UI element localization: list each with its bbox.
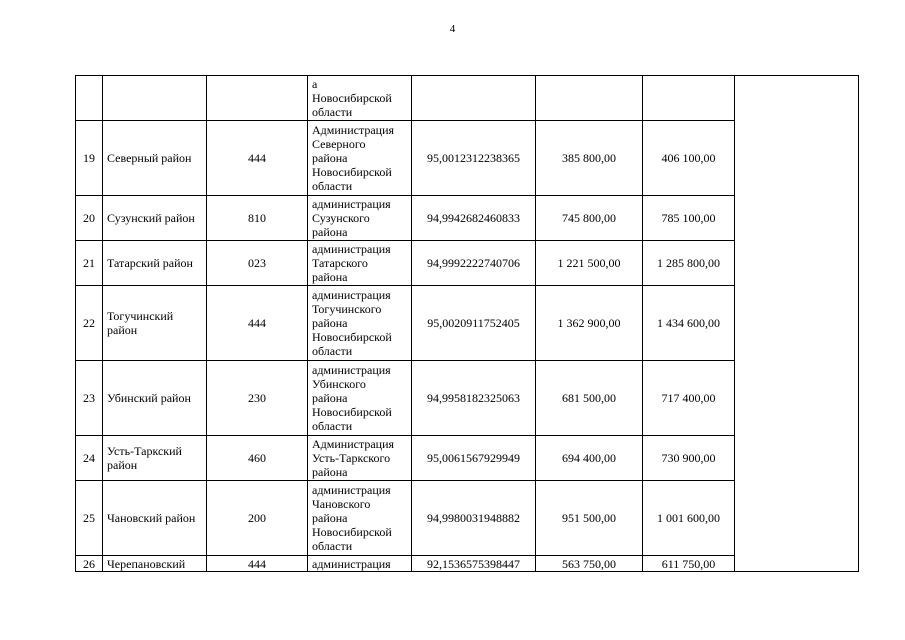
district-code: 460 [207, 436, 308, 481]
administration-name: администрация Чановского района Новосибирской области [308, 481, 412, 556]
districts-table [75, 75, 859, 572]
amount-2: 406 100,00 [643, 121, 735, 196]
extra-column [735, 76, 859, 572]
percentage-value: 95,0012312238365 [412, 121, 536, 196]
administration-name: администрация Убинского района Новосибирской области [308, 361, 412, 436]
row-number: 25 [76, 481, 103, 556]
district-name: Сузунский район [103, 196, 207, 241]
district-name [103, 76, 207, 121]
amount-2: 611 750,00 [643, 556, 735, 572]
page-number: 4 [449, 23, 456, 35]
amount-2: 1 285 800,00 [643, 241, 735, 286]
amount-1: 745 800,00 [536, 196, 643, 241]
amount-1 [536, 76, 643, 121]
row-number: 24 [76, 436, 103, 481]
administration-name: администрация [308, 556, 412, 572]
district-code: 230 [207, 361, 308, 436]
amount-1: 1 362 900,00 [536, 286, 643, 361]
administration-name: а Новосибирской области [308, 76, 412, 121]
district-name: Усть-Таркский район [103, 436, 207, 481]
amount-2: 730 900,00 [643, 436, 735, 481]
amount-1: 681 500,00 [536, 361, 643, 436]
administration-name: администрация Сузунского района [308, 196, 412, 241]
district-name: Татарский район [103, 241, 207, 286]
amount-2: 1 001 600,00 [643, 481, 735, 556]
district-code: 810 [207, 196, 308, 241]
amount-2: 1 434 600,00 [643, 286, 735, 361]
district-name: Убинский район [103, 361, 207, 436]
administration-name: Администрация Усть-Таркского района [308, 436, 412, 481]
district-name: Черепановский [103, 556, 207, 572]
row-number [76, 76, 103, 121]
district-name: Северный район [103, 121, 207, 196]
district-code [207, 76, 308, 121]
amount-1: 1 221 500,00 [536, 241, 643, 286]
row-number: 21 [76, 241, 103, 286]
district-code: 444 [207, 121, 308, 196]
district-code: 444 [207, 286, 308, 361]
administration-name: администрация Тогучинского района Новосибирской области [308, 286, 412, 361]
district-code: 200 [207, 481, 308, 556]
amount-2: 717 400,00 [643, 361, 735, 436]
row-number: 19 [76, 121, 103, 196]
administration-name: Администрация Северного района Новосибирской области [308, 121, 412, 196]
row-number: 20 [76, 196, 103, 241]
percentage-value [412, 76, 536, 121]
table-row [76, 76, 859, 121]
amount-1: 385 800,00 [536, 121, 643, 196]
district-name: Тогучинский район [103, 286, 207, 361]
row-number: 22 [76, 286, 103, 361]
amount-1: 563 750,00 [536, 556, 643, 572]
amount-2: 785 100,00 [643, 196, 735, 241]
row-number: 23 [76, 361, 103, 436]
percentage-value: 94,9992222740706 [412, 241, 536, 286]
percentage-value: 94,9958182325063 [412, 361, 536, 436]
amount-1: 951 500,00 [536, 481, 643, 556]
district-code: 023 [207, 241, 308, 286]
amount-2 [643, 76, 735, 121]
district-code: 444 [207, 556, 308, 572]
percentage-value: 95,0061567929949 [412, 436, 536, 481]
row-number: 26 [76, 556, 103, 572]
percentage-value: 95,0020911752405 [412, 286, 536, 361]
amount-1: 694 400,00 [536, 436, 643, 481]
district-name: Чановский район [103, 481, 207, 556]
percentage-value: 94,9980031948882 [412, 481, 536, 556]
administration-name: администрация Татарского района [308, 241, 412, 286]
percentage-value: 92,1536575398447 [412, 556, 536, 572]
percentage-value: 94,9942682460833 [412, 196, 536, 241]
